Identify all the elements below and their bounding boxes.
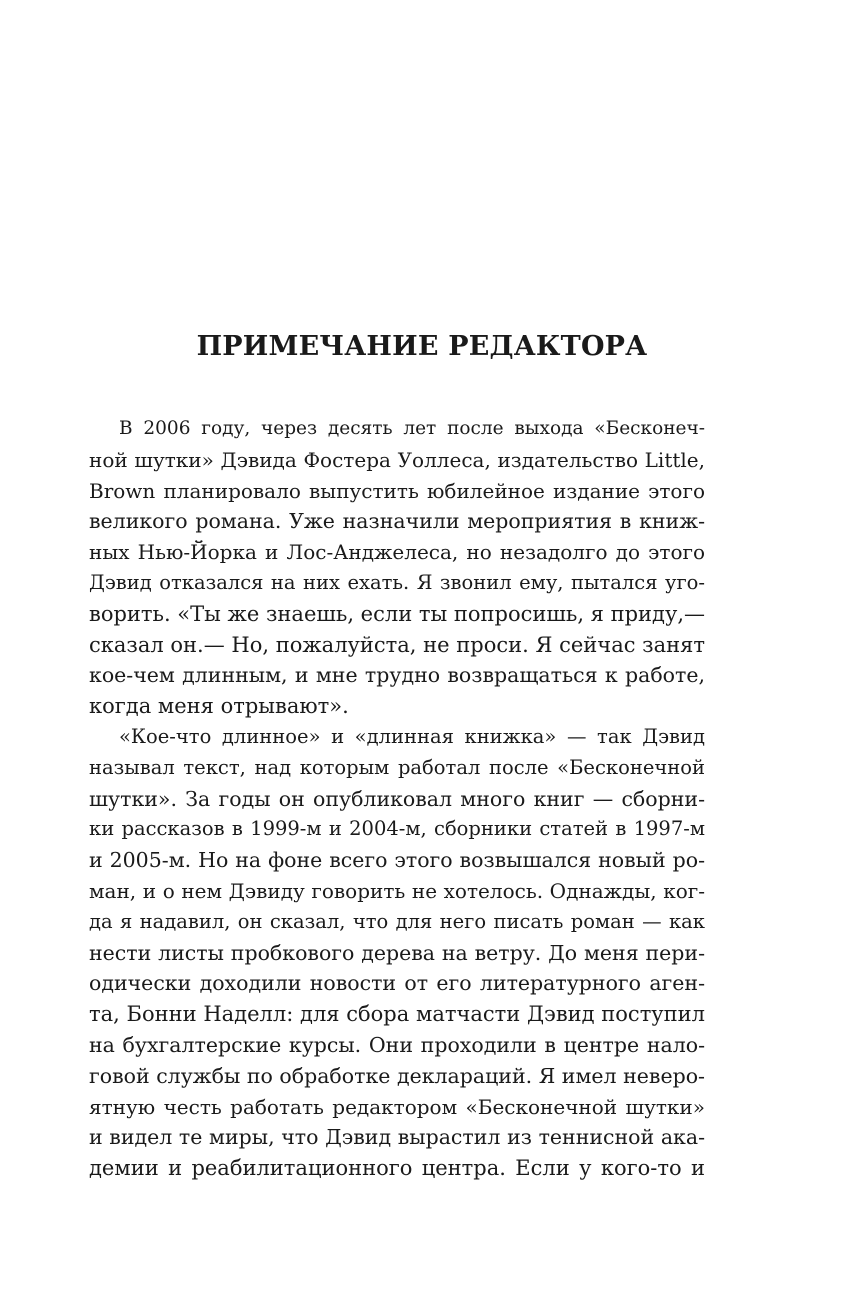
- chapter-title: ПРИМЕЧАНИЕ РЕДАКТОРА: [196, 331, 648, 362]
- text-line: В 2006 году, через десять лет после выхода «Бесконеч-: [119, 418, 705, 439]
- text-line: ки рассказов в 1999-м и 2004-м, сборники статей в 1997-м: [89, 817, 705, 841]
- text-line: кое-чем длинным, и мне трудно возвращаться к работе,: [89, 663, 705, 688]
- text-line: одически доходили новости от его литературного аген-: [89, 971, 705, 996]
- text-line: ман, и о нем Дэвиду говорить не хотелось. Однажды, ког-: [89, 878, 705, 903]
- body-text: [89, 414, 705, 1184]
- text-line: Brown планировало выпустить юбилейное издание этого: [89, 478, 705, 503]
- text-line: Дэвид отказался на них ехать. Я звонил ему, пытался уго-: [89, 570, 705, 594]
- text-line: шутки». За годы он опубликовал много книг — сборни-: [89, 786, 705, 811]
- text-line: ных Нью-Йорка и Лос-Анджелеса, но незадолго до этого: [89, 540, 705, 565]
- text-line: нести листы пробкового дерева на ветру. До меня пери-: [89, 940, 705, 965]
- text-line: и видел те миры, что Дэвид вырастил из теннисной ака-: [89, 1125, 705, 1150]
- text-line: ворить. «Ты же знаешь, если ты попросишь, я приду,—: [89, 601, 705, 626]
- text-line: говой службы по обработке деклараций. Я имел неверо-: [89, 1063, 705, 1088]
- text-line: на бухгалтерские курсы. Они проходили в центре нало-: [89, 1032, 705, 1057]
- text-line: великого романа. Уже назначили мероприятия в книж-: [89, 509, 705, 534]
- paragraph-2: [89, 722, 705, 1184]
- text-line: называл текст, над которым работал после «Бесконечной: [89, 755, 705, 779]
- paragraph-1: [89, 414, 705, 722]
- text-line: да я надавил, он сказал, что для него писать роман — как: [89, 909, 705, 933]
- text-line: та, Бонни Наделл: для сбора матчасти Дэвид поступил: [89, 1002, 705, 1027]
- text-line: когда меня отрывают».: [89, 694, 349, 719]
- text-line: сказал он.— Но, пожалуйста, не проси. Я сейчас занят: [89, 632, 705, 657]
- text-line: демии и реабилитационного центра. Если у кого-то и: [89, 1156, 705, 1181]
- text-line: ятную честь работать редактором «Бесконечной шутки»: [89, 1094, 705, 1119]
- text-line: «Кое-что длинное» и «длинная книжка» — так Дэвид: [119, 724, 705, 748]
- text-line: ной шутки» Дэвида Фостера Уоллеса, издательство Little,: [89, 447, 705, 472]
- text-line: и 2005-м. Но на фоне всего этого возвышался новый ро-: [89, 848, 705, 873]
